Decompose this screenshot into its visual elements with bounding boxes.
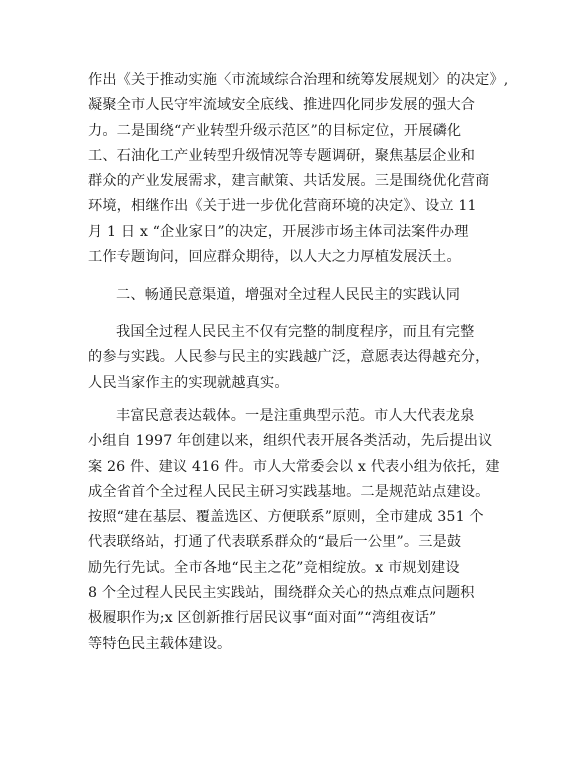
text-line: 小组自 1997 年创建以来，组织代表开展各类活动，先后提出议: [88, 433, 493, 450]
text-line: 力。二是围绕“产业转型升级示范区”的目标定位，开展磷化: [88, 122, 462, 139]
text-line: 的参与实践。人民参与民主的实践越广泛，意愿表达得越充分，: [88, 349, 490, 366]
text-line: 极履职作为;x 区创新推行居民议事“面对面”“湾组夜话”: [88, 610, 437, 627]
text-line: 案 26 件、建议 416 件。市人大常委会以 x 代表小组为依托，建: [88, 458, 500, 475]
text-line: 励先行先试。全市各地“民主之花”竞相绽放。x 市规划建设: [88, 559, 460, 576]
text-line: 凝聚全市人民守牢流域安全底线、推进四化同步发展的强大合: [88, 97, 476, 114]
text-line: 8 个全过程人民民主实践站，围绕群众关心的热点难点问题积: [88, 585, 475, 602]
text-line: 丰富民意表达载体。一是注重典型示范。市人大代表龙泉: [116, 408, 475, 424]
paragraph-3: [88, 404, 508, 657]
text-line: 按照“建在基层、覆盖选区、方便联系”原则，全市建成 351 个: [88, 509, 484, 526]
paragraph-1: [88, 68, 508, 270]
text-line: 工作专题询问，回应群众期待，以人大之力厚植发展沃土。: [88, 249, 461, 266]
text-line: 环境，相继作出《关于进一步优化营商环境的决定》、设立 11: [88, 198, 477, 215]
text-line: 工、石油化工产业转型升级情况等专题调研，聚焦基层企业和: [88, 147, 476, 164]
text-line: 我国全过程人民民主不仅有完整的制度程序，而且有完整: [116, 324, 475, 340]
text-line: 群众的产业发展需求，建言献策、共话发展。三是围绕优化营商: [88, 173, 490, 190]
text-line: 月 1 日 x “企业家日”的决定，开展涉市场主体司法案件办理: [88, 223, 469, 240]
heading-text: 二、畅通民意渠道，增强对全过程人民民主的实践认同: [116, 287, 461, 303]
text-line: 等特色民主载体建设。: [88, 635, 232, 652]
section-heading-2: [88, 283, 508, 308]
text-line: 代表联络站，打通了代表联系群众的“最后一公里”。三是鼓: [88, 534, 462, 551]
text-line: 人民当家作主的实现就越真实。: [88, 374, 289, 391]
paragraph-2: [88, 320, 508, 396]
text-line: 成全省首个全过程人民民主研习实践基地。二是规范站点建设。: [88, 483, 490, 500]
text-line: 作出《关于推动实施〈市流域综合治理和统筹发展规划〉的决定》,: [88, 72, 509, 88]
